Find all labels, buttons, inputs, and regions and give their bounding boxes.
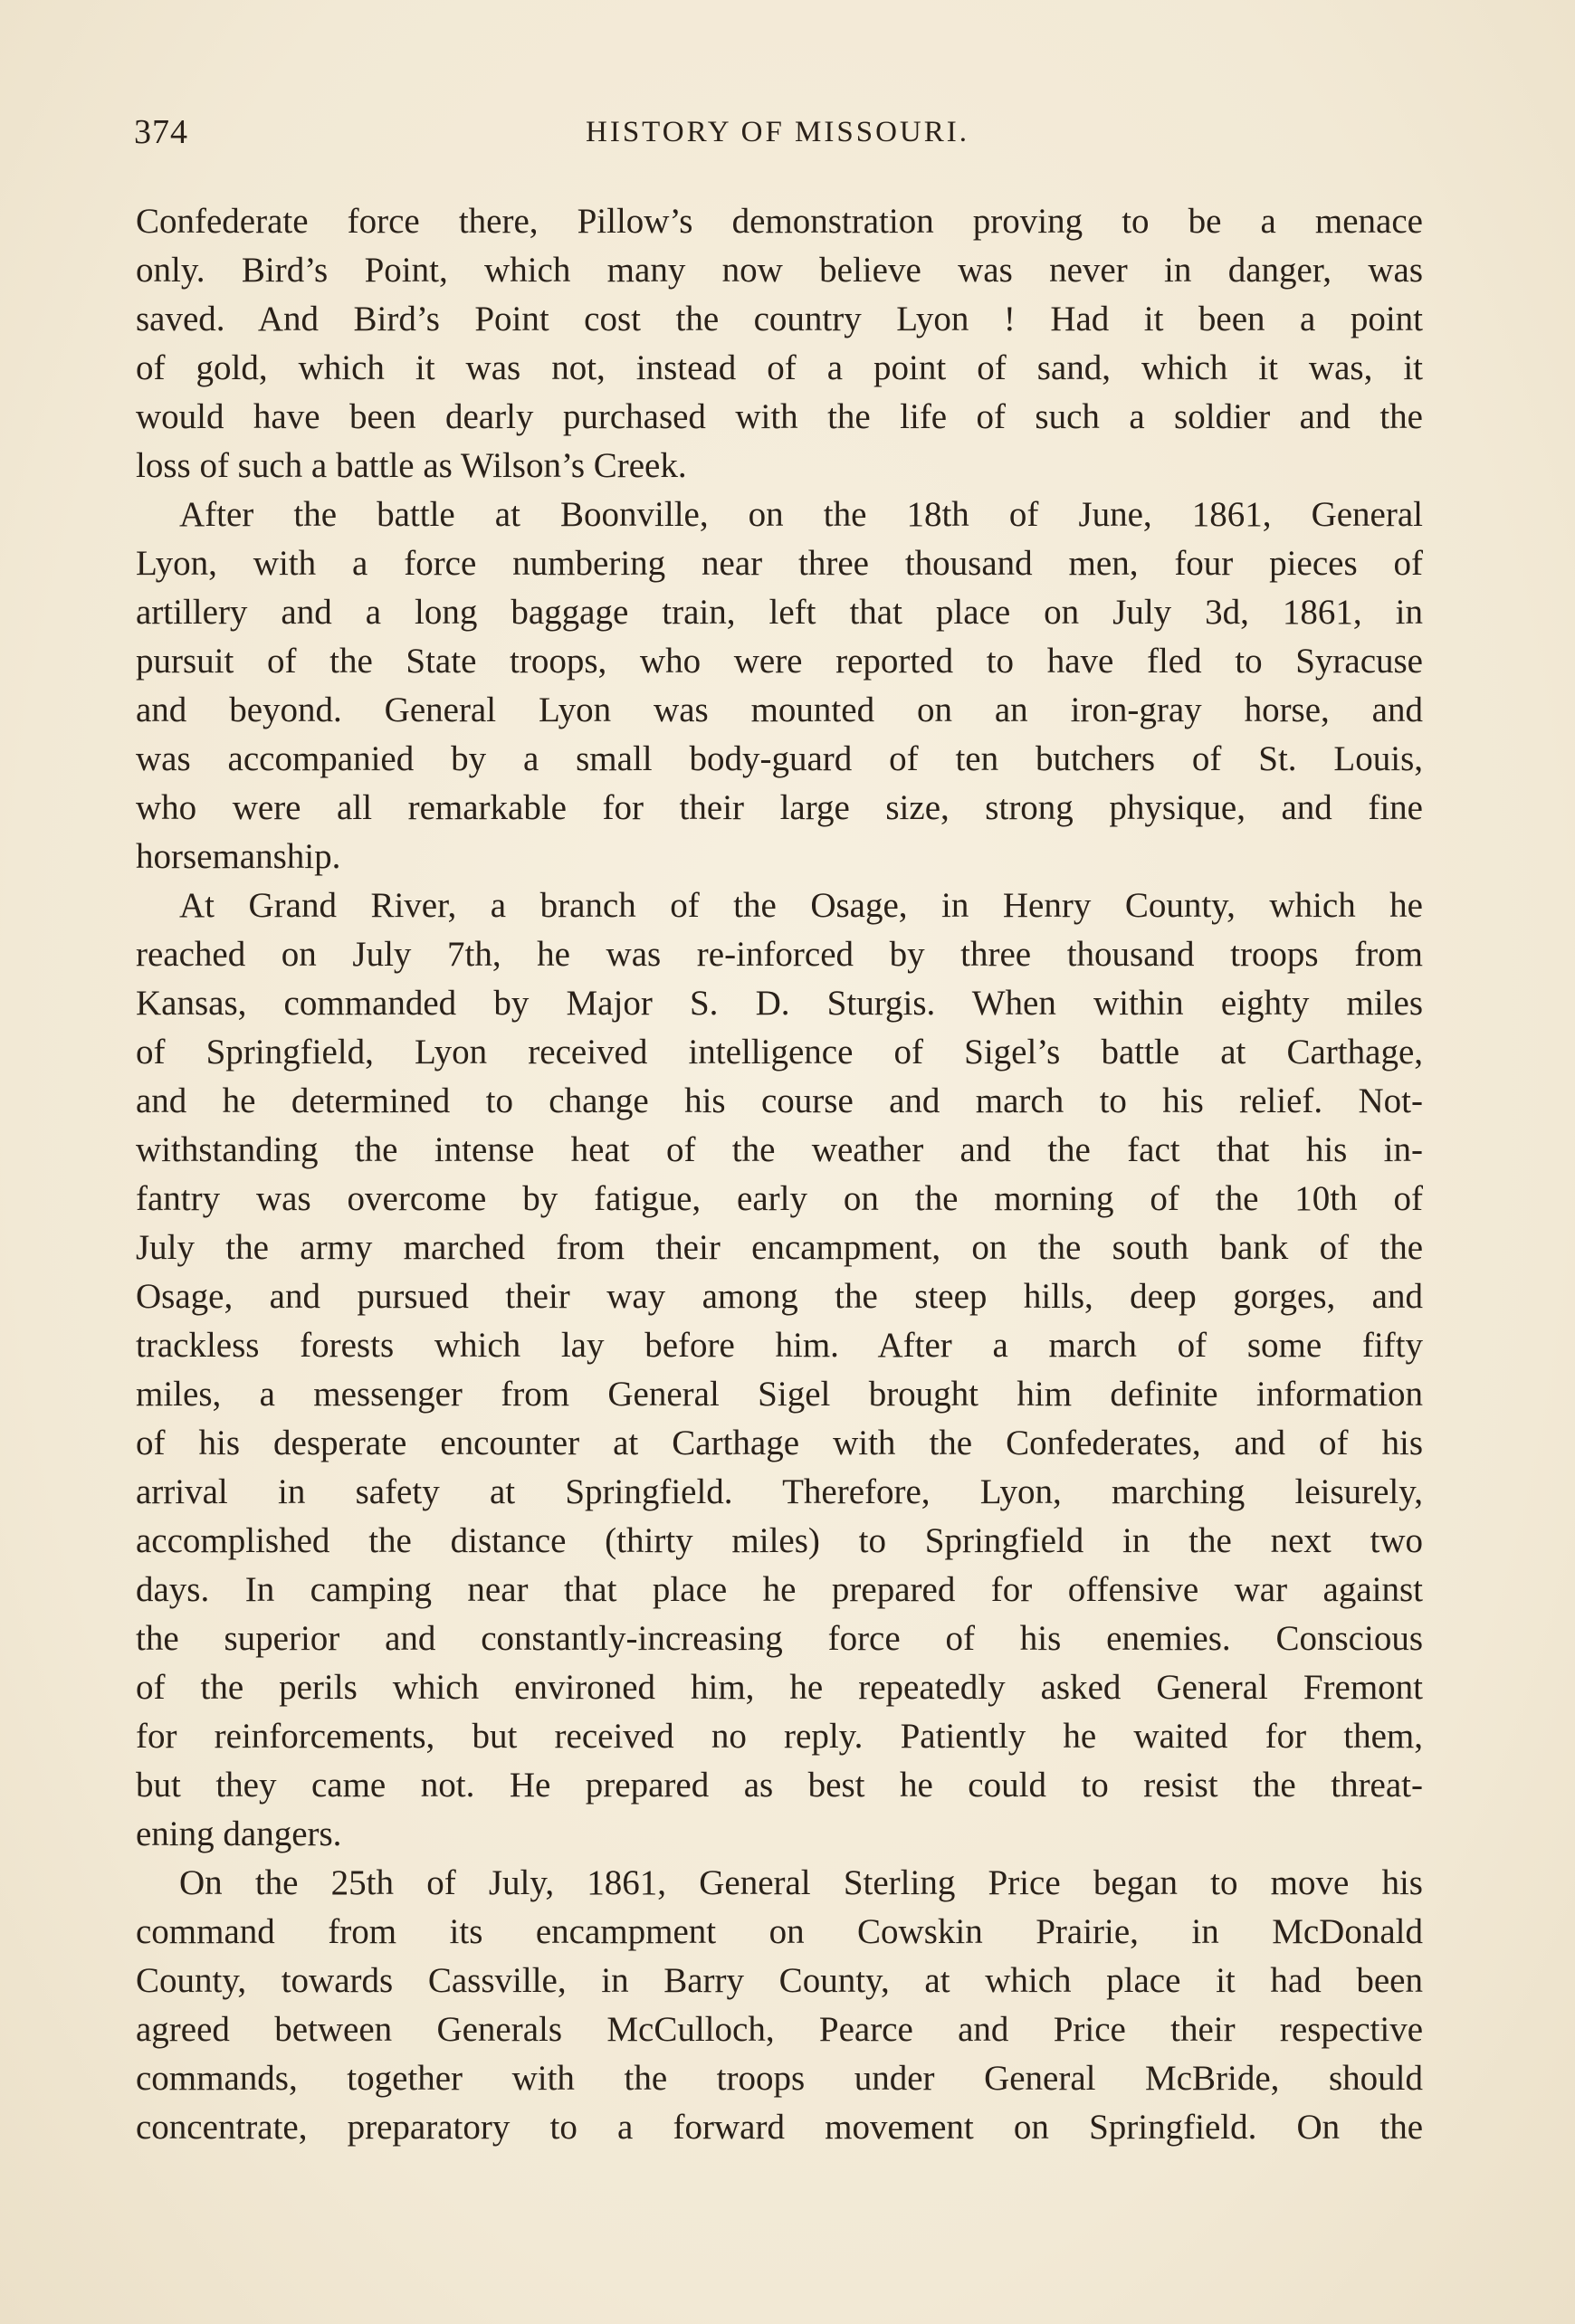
- text-line: of his desperate encounter at Carthage with the Confederates, and of his: [136, 1424, 1423, 1462]
- text-line: and beyond. General Lyon was mounted on an iron-gray horse, and: [136, 691, 1423, 729]
- text-line: Osage, and pursued their way among the steep hills, deep gorges, and: [136, 1277, 1423, 1316]
- text-line: Confederate force there, Pillow’s demonstration proving to be a menace: [136, 202, 1423, 241]
- text-line: command from its encampment on Cowskin Prairie, in McDonald: [136, 1912, 1423, 1951]
- text-line: Kansas, commanded by Major S. D. Sturgis. When within eighty miles: [136, 984, 1423, 1023]
- text-line: July the army marched from their encampment, on the south bank of the: [136, 1228, 1423, 1267]
- text-line: of gold, which it was not, instead of a point of sand, which it was, it: [136, 348, 1423, 387]
- text-line: loss of such a battle as Wilson’s Creek.: [136, 446, 687, 485]
- text-line: miles, a messenger from General Sigel brought him definite information: [136, 1375, 1423, 1414]
- text-line: days. In camping near that place he prepared for offensive war against: [136, 1570, 1423, 1609]
- page-header: [134, 112, 1421, 167]
- text-line: agreed between Generals McCulloch, Pearce and Price their respective: [136, 2010, 1423, 2049]
- text-line: of the perils which environed him, he repeatedly asked General Fremont: [136, 1668, 1423, 1707]
- text-line: withstanding the intense heat of the weather and the fact that his in-: [136, 1130, 1423, 1169]
- text-line: accomplished the distance (thirty miles) to Springfield in the next two: [136, 1521, 1423, 1560]
- text-line: was accompanied by a small body-guard of ten butchers of St. Louis,: [136, 739, 1423, 778]
- text-line: the superior and constantly-increasing force of his enemies. Conscious: [136, 1619, 1423, 1658]
- text-line: Lyon, with a force numbering near three thousand men, four pieces of: [136, 544, 1423, 583]
- text-line: arrival in safety at Springfield. Therefore, Lyon, marching leisurely,: [136, 1472, 1423, 1511]
- text-line: commands, together with the troops under General McBride, should: [136, 2059, 1423, 2098]
- text-line: pursuit of the State troops, who were reported to have fled to Syracuse: [136, 642, 1423, 681]
- page-number: 374: [134, 113, 188, 151]
- text-line: On the 25th of July, 1861, General Sterling Price began to move his: [179, 1863, 1423, 1902]
- running-title: HISTORY OF MISSOURI.: [586, 116, 969, 148]
- text-line: horsemanship.: [136, 837, 341, 876]
- text-line: would have been dearly purchased with the life of such a soldier and the: [136, 397, 1423, 436]
- text-line: who were all remarkable for their large size, strong physique, and fine: [136, 788, 1423, 827]
- text-line: artillery and a long baggage train, left that place on July 3d, 1861, in: [136, 593, 1423, 632]
- text-line: for reinforcements, but received no reply. Patiently he waited for them,: [136, 1717, 1423, 1756]
- text-line: reached on July 7th, he was re-inforced by three thousand troops from: [136, 935, 1423, 974]
- text-line: County, towards Cassville, in Barry County, at which place it had been: [136, 1961, 1423, 2000]
- text-line: saved. And Bird’s Point cost the country Lyon ! Had it been a point: [136, 300, 1423, 338]
- text-line: fantry was overcome by fatigue, early on the morning of the 10th of: [136, 1179, 1423, 1218]
- text-line: but they came not. He prepared as best he could to resist the threat-: [136, 1766, 1423, 1805]
- text-line: and he determined to change his course and march to his relief. Not-: [136, 1081, 1423, 1120]
- text-line: ening dangers.: [136, 1814, 342, 1853]
- text-line: only. Bird’s Point, which many now believe was never in danger, was: [136, 251, 1423, 290]
- text-line: trackless forests which lay before him. After a march of some fifty: [136, 1326, 1423, 1365]
- body-text: [136, 197, 1423, 2152]
- text-line: concentrate, preparatory to a forward movement on Springfield. On the: [136, 2108, 1423, 2147]
- text-line: of Springfield, Lyon received intelligence of Sigel’s battle at Carthage,: [136, 1033, 1423, 1072]
- text-line: At Grand River, a branch of the Osage, in Henry County, which he: [179, 886, 1423, 925]
- text-line: After the battle at Boonville, on the 18th of June, 1861, General: [179, 495, 1423, 534]
